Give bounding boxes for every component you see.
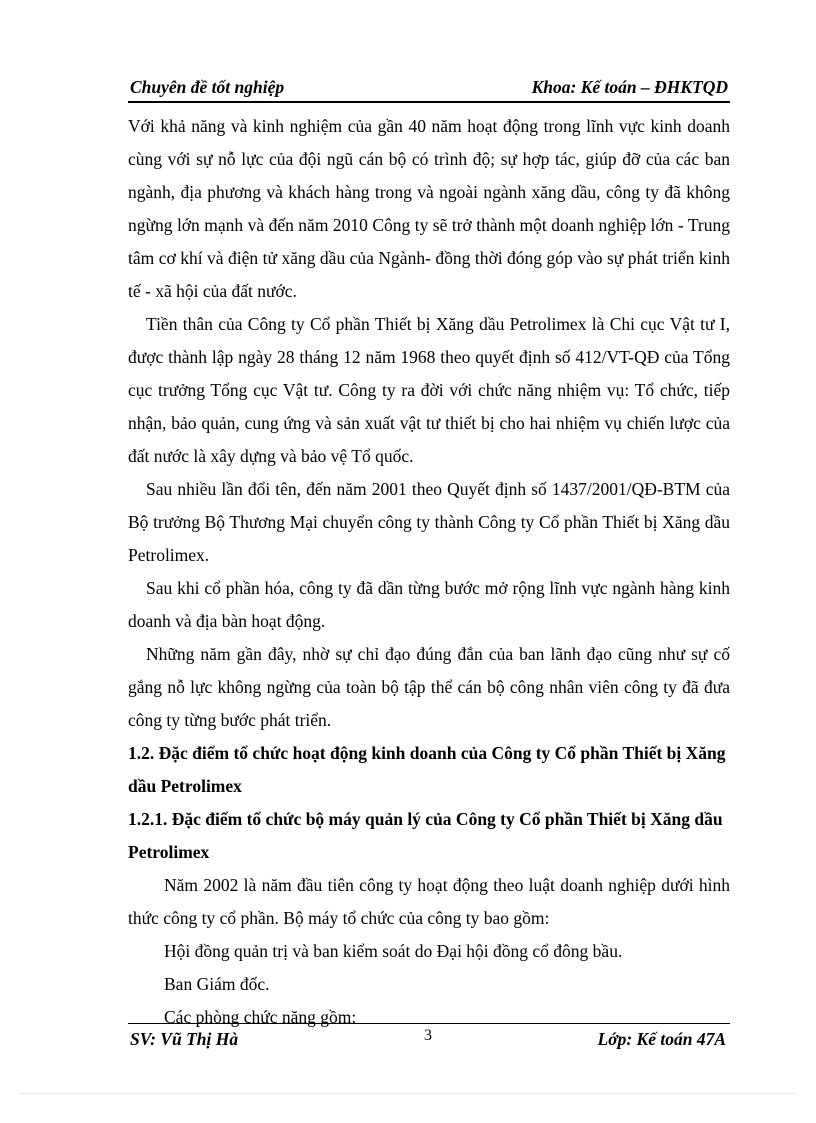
paragraph: Với khả năng và kinh nghiệm của gần 40 năm hoạt động trong lĩnh vực kinh doanh cùng với sự nỗ lực của đội ngũ cán bộ có trình độ; sự hợp tác, giúp đỡ của các ban ngành, địa phương và khách hàng trong và ngoài ngành xăng dầu, công ty đã không ngừng lớn mạnh và đến năm 2010 Công ty sẽ trở thành một doanh nghiệp lớn - Trung tâm cơ khí và điện tử xăng dầu của Ngành- đồng thời đóng góp vào sự phát triển kinh tế - xã hội của đất nước. [128,116,730,301]
document-body [128,110,730,1034]
list-item: Hội đồng quản trị và ban kiểm soát do Đại hội đồng cổ đông bầu. [164,941,623,961]
footer-student: SV: Vũ Thị Hà [130,1029,239,1049]
subsection-heading: 1.2.1. Đặc điểm tổ chức bộ máy quản lý của Công ty Cổ phần Thiết bị Xăng dầu Petrolimex [128,809,723,862]
list-item: Các phòng chức năng gồm: [164,1007,357,1027]
paragraph: Năm 2002 là năm đầu tiên công ty hoạt động theo luật doanh nghiệp dưới hình thức công ty cổ phần. Bộ máy tổ chức của công ty bao gồm: [128,875,730,928]
footer-class: Lớp: Kế toán 47A [597,1029,726,1049]
header-title: Chuyên đề tốt nghiệp [130,77,285,97]
list-item: Ban Giám đốc. [164,974,270,994]
paragraph: Tiền thân của Công ty Cổ phần Thiết bị Xăng dầu Petrolimex là Chi cục Vật tư I, được thành lập ngày 28 tháng 12 năm 1968 theo quyết định số 412/VT-QĐ của Tổng cục trưởng Tổng cục Vật tư. Công ty ra đời với chức năng nhiệm vụ: Tổ chức, tiếp nhận, bảo quản, cung ứng và sản xuất vật tư thiết bị cho hai nhiệm vụ chiến lược của đất nước là xây dựng và bảo vệ Tổ quốc. [128,314,730,466]
page-edge-divider [20,1093,796,1094]
page-header [128,77,730,103]
page-number: 3 [424,1027,432,1044]
header-faculty: Khoa: Kế toán – ĐHKTQD [531,77,728,97]
paragraph: Sau khi cổ phần hóa, công ty đã dần từng bước mở rộng lĩnh vực ngành hàng kinh doanh và địa bàn hoạt động. [128,578,730,631]
paragraph: Những năm gần đây, nhờ sự chỉ đạo đúng đắn của ban lãnh đạo cũng như sự cố gắng nỗ lực không ngừng của toàn bộ tập thể cán bộ công nhân viên công ty đã đưa công ty từng bước phát triển. [128,644,730,730]
paragraph: Sau nhiều lần đổi tên, đến năm 2001 theo Quyết định số 1437/2001/QĐ-BTM của Bộ trưởng Bộ Thương Mại chuyển công ty thành Công ty Cổ phần Thiết bị Xăng dầu Petrolimex. [128,479,730,565]
section-heading: 1.2. Đặc điểm tổ chức hoạt động kinh doanh của Công ty Cổ phần Thiết bị Xăng dầu Petrolimex [128,743,726,796]
page-footer [128,1023,730,1054]
